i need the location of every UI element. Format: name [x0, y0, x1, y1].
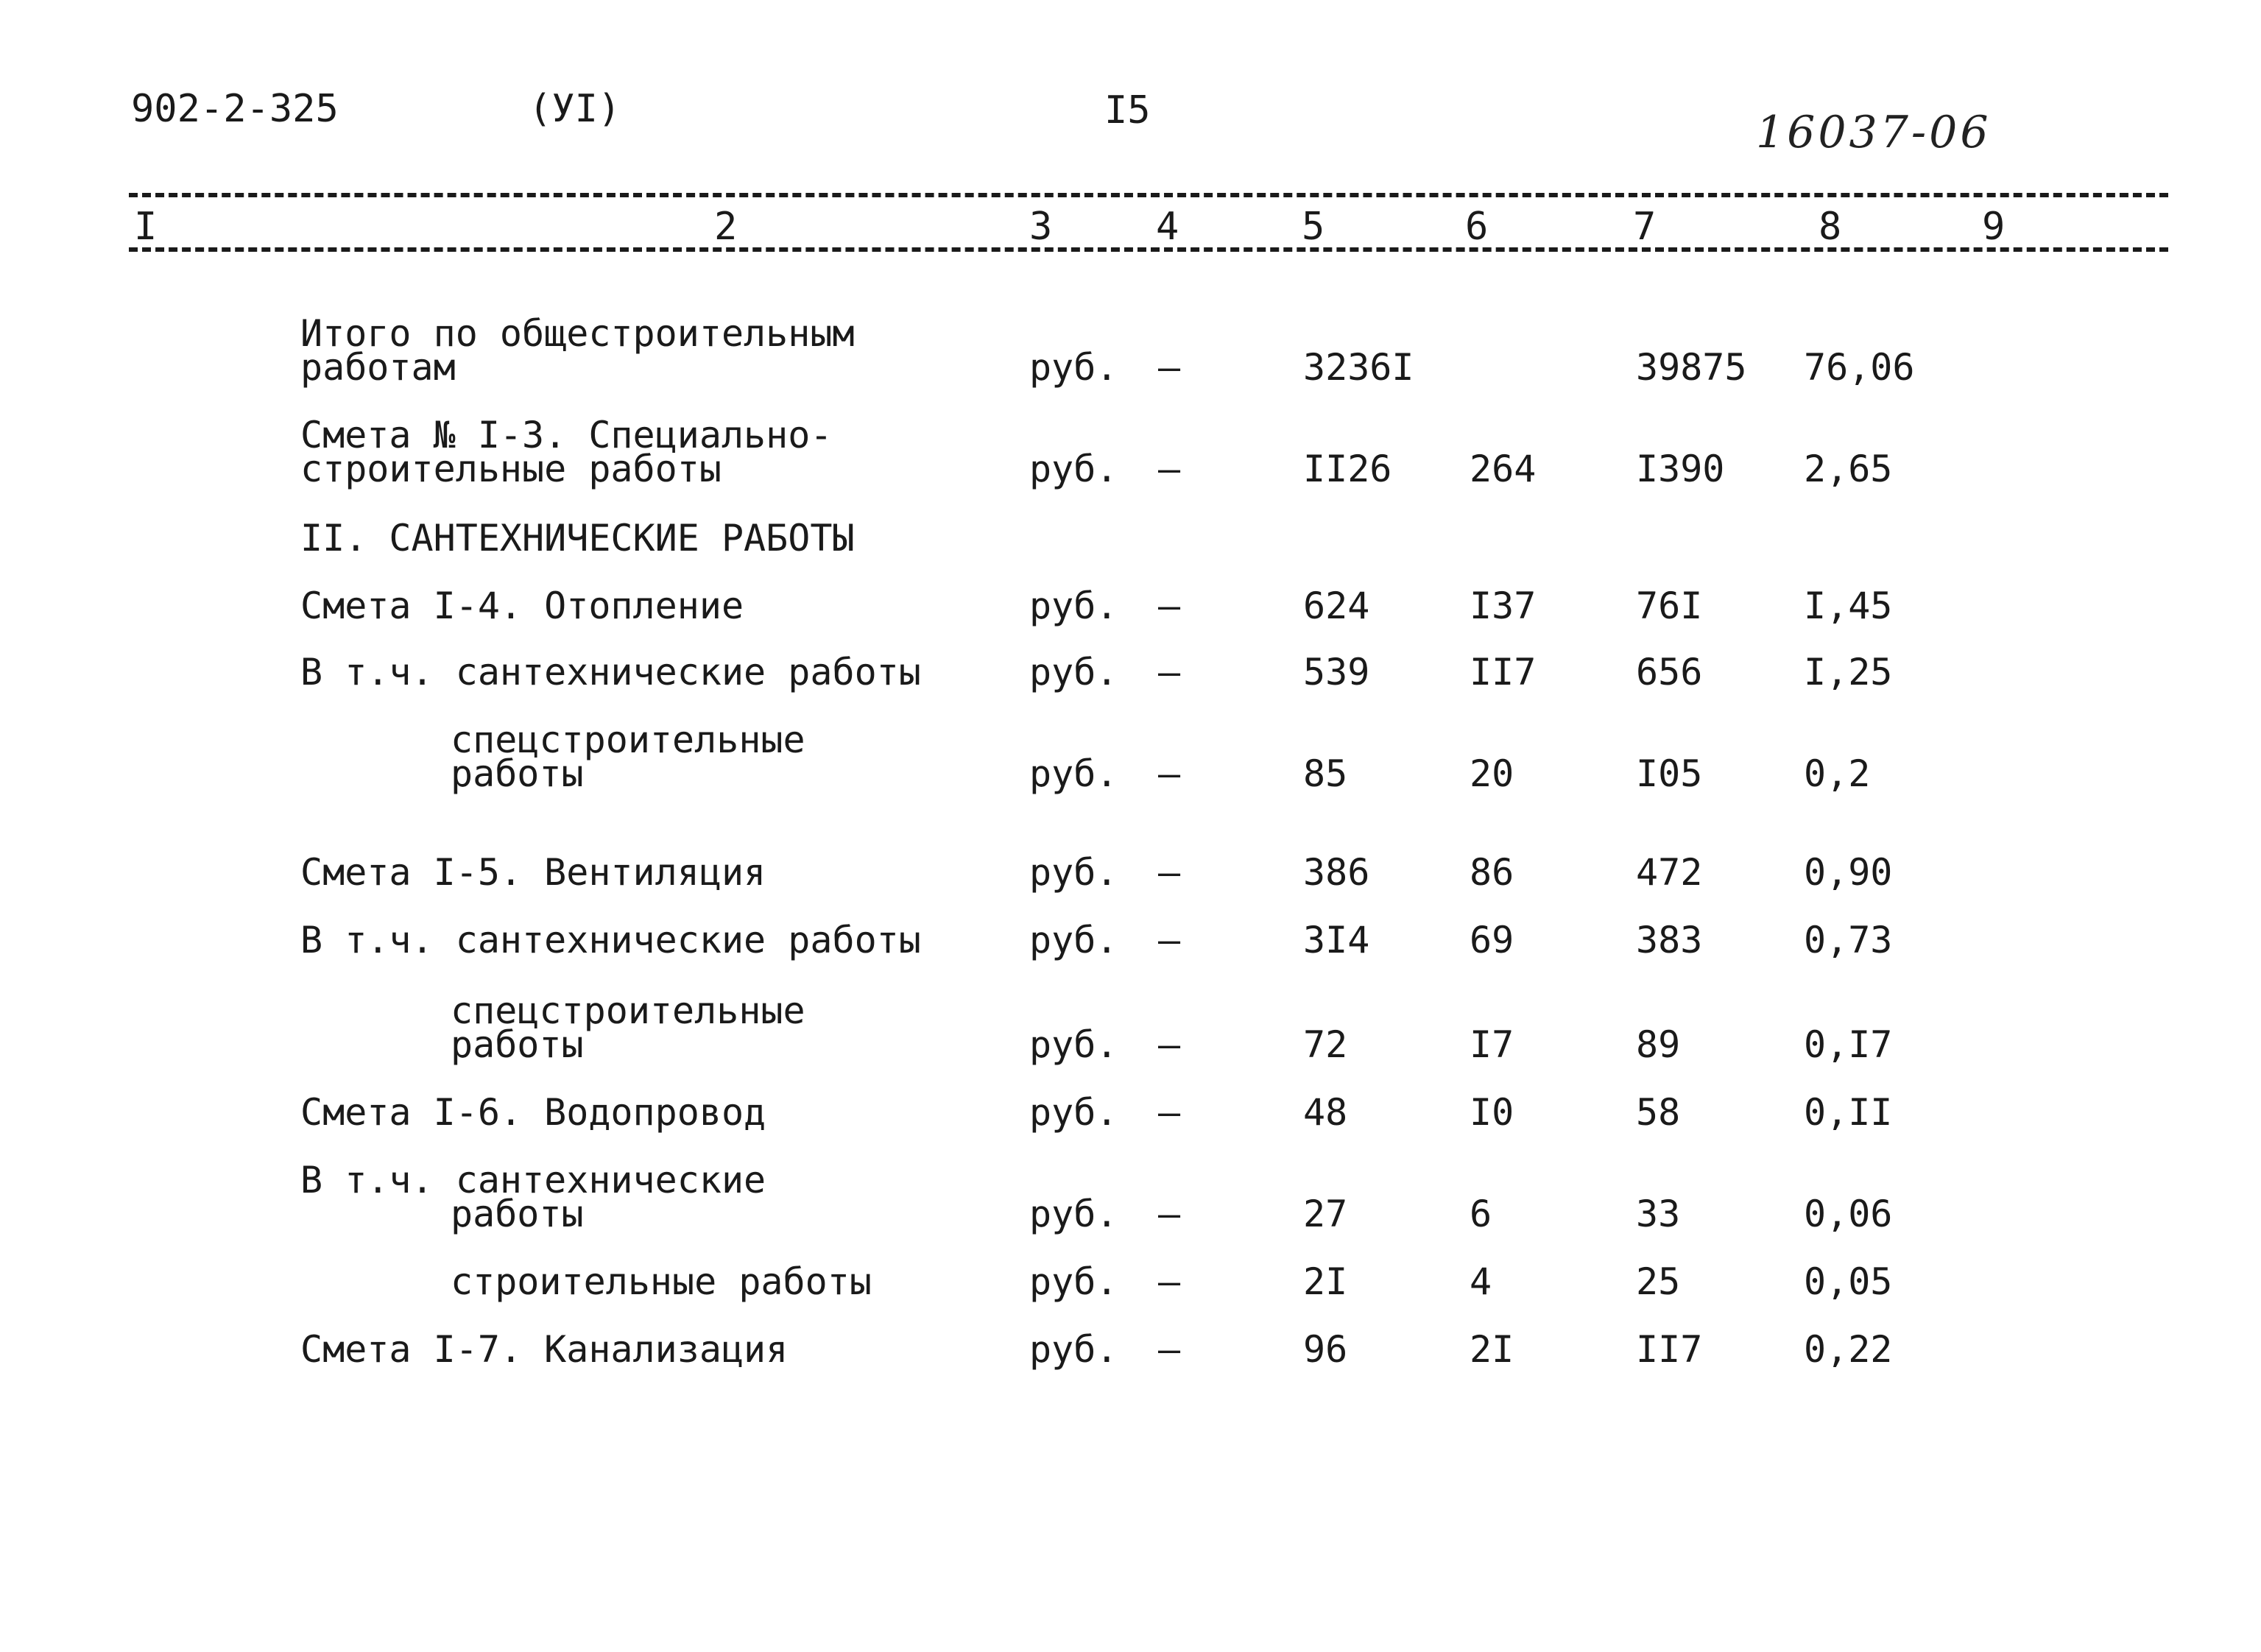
row-description-continued: работы	[451, 1193, 584, 1235]
column-number-6: 6	[1465, 205, 1489, 249]
row-description-continued: работы	[451, 1023, 584, 1066]
unit-cell: руб.	[1029, 448, 1118, 490]
dash-cell: –	[1158, 752, 1181, 795]
document-code: 902-2-325	[131, 87, 339, 131]
col8-value: 2,65	[1804, 448, 1893, 490]
col6-value: 20	[1470, 752, 1514, 795]
row-description: В т.ч. сантехнические работы	[300, 651, 921, 693]
col8-value: 0,06	[1804, 1193, 1893, 1235]
col6-value: 86	[1470, 851, 1514, 894]
dash-cell: –	[1158, 448, 1181, 490]
row-description: спецстроительные	[451, 719, 805, 761]
dash-cell: –	[1158, 585, 1181, 627]
col5-value: 539	[1303, 651, 1370, 693]
col6-value: 264	[1470, 448, 1537, 490]
col5-value: 72	[1303, 1023, 1348, 1066]
col7-value: II7	[1636, 1328, 1703, 1371]
col7-value: 383	[1636, 919, 1703, 961]
col6-value: II7	[1470, 651, 1537, 693]
column-number-3: 3	[1029, 205, 1053, 249]
col7-value: 76I	[1636, 585, 1703, 627]
row-description-continued: работы	[451, 752, 584, 795]
unit-cell: руб.	[1029, 1260, 1118, 1303]
col5-value: 624	[1303, 585, 1370, 627]
col5-value: 27	[1303, 1193, 1348, 1235]
col6-value: 4	[1470, 1260, 1492, 1303]
col5-value: 48	[1303, 1091, 1348, 1134]
col8-value: 0,22	[1804, 1328, 1893, 1371]
unit-cell: руб.	[1029, 1193, 1118, 1235]
row-description-continued: работам	[300, 346, 456, 389]
dash-cell: –	[1158, 1260, 1181, 1303]
col5-value: 3I4	[1303, 919, 1370, 961]
col7-value: 89	[1636, 1023, 1681, 1066]
unit-cell: руб.	[1029, 1023, 1118, 1066]
page-number: I5	[1104, 88, 1151, 133]
unit-cell: руб.	[1029, 919, 1118, 961]
row-description: Смета I-6. Водопровод	[300, 1091, 766, 1134]
row-description: Смета № I-3. Специально-	[300, 414, 833, 456]
col7-value: 656	[1636, 651, 1703, 693]
col5-value: 3236I	[1303, 346, 1414, 389]
dash-cell: –	[1158, 1091, 1181, 1134]
column-number-1: I	[134, 205, 158, 249]
col8-value: 0,I7	[1804, 1023, 1893, 1066]
dash-cell: –	[1158, 919, 1181, 961]
column-number-2: 2	[714, 205, 738, 249]
unit-cell: руб.	[1029, 752, 1118, 795]
header-bottom-rule	[129, 247, 2168, 252]
col8-value: 0,2	[1804, 752, 1871, 795]
col8-value: 76,06	[1804, 346, 1915, 389]
dash-cell: –	[1158, 851, 1181, 894]
section-heading: II. САНТЕХНИЧЕСКИЕ РАБОТЫ	[300, 517, 855, 560]
row-description: спецстроительные	[451, 989, 805, 1032]
col6-value: 2I	[1470, 1328, 1514, 1371]
dash-cell: –	[1158, 1328, 1181, 1371]
col6-value: 6	[1470, 1193, 1492, 1235]
col6-value: I0	[1470, 1091, 1514, 1134]
dash-cell: –	[1158, 1023, 1181, 1066]
column-number-7: 7	[1633, 205, 1657, 249]
row-description: Смета I-7. Канализация	[300, 1328, 789, 1371]
col5-value: 96	[1303, 1328, 1348, 1371]
col5-value: 85	[1303, 752, 1348, 795]
row-description: В т.ч. сантехнические работы	[300, 919, 921, 961]
col7-value: 33	[1636, 1193, 1681, 1235]
unit-cell: руб.	[1029, 651, 1118, 693]
dash-cell: –	[1158, 1193, 1181, 1235]
dash-cell: –	[1158, 346, 1181, 389]
row-description: Смета I-4. Отопление	[300, 585, 744, 627]
unit-cell: руб.	[1029, 1328, 1118, 1371]
col5-value: 2I	[1303, 1260, 1348, 1303]
col7-value: 39875	[1636, 346, 1747, 389]
column-number-9: 9	[1982, 205, 2006, 249]
part-number: (УI)	[529, 87, 621, 131]
column-number-4: 4	[1156, 205, 1179, 249]
col5-value: 386	[1303, 851, 1370, 894]
dash-cell: –	[1158, 651, 1181, 693]
row-description: строительные работы	[451, 1260, 872, 1303]
col8-value: I,45	[1804, 585, 1893, 627]
row-description: Смета I-5. Вентиляция	[300, 851, 766, 894]
row-description: В т.ч. сантехнические	[300, 1159, 766, 1201]
unit-cell: руб.	[1029, 585, 1118, 627]
col8-value: 0,73	[1804, 919, 1893, 961]
col6-value: I7	[1470, 1023, 1514, 1066]
col8-value: 0,05	[1804, 1260, 1893, 1303]
col7-value: 58	[1636, 1091, 1681, 1134]
column-number-5: 5	[1302, 205, 1325, 249]
header-top-rule	[129, 193, 2168, 197]
unit-cell: руб.	[1029, 1091, 1118, 1134]
col7-value: 25	[1636, 1260, 1681, 1303]
col5-value: II26	[1303, 448, 1392, 490]
unit-cell: руб.	[1029, 851, 1118, 894]
column-number-8: 8	[1819, 205, 1842, 249]
col6-value: 69	[1470, 919, 1514, 961]
col7-value: I05	[1636, 752, 1703, 795]
col7-value: I390	[1636, 448, 1725, 490]
row-description-continued: строительные работы	[300, 448, 722, 490]
registration-number: 16037-06	[1756, 107, 1992, 158]
col8-value: 0,90	[1804, 851, 1893, 894]
col6-value: I37	[1470, 585, 1537, 627]
row-description: Итого по общестроительным	[300, 312, 855, 355]
col7-value: 472	[1636, 851, 1703, 894]
col8-value: 0,II	[1804, 1091, 1893, 1134]
col8-value: I,25	[1804, 651, 1893, 693]
unit-cell: руб.	[1029, 346, 1118, 389]
